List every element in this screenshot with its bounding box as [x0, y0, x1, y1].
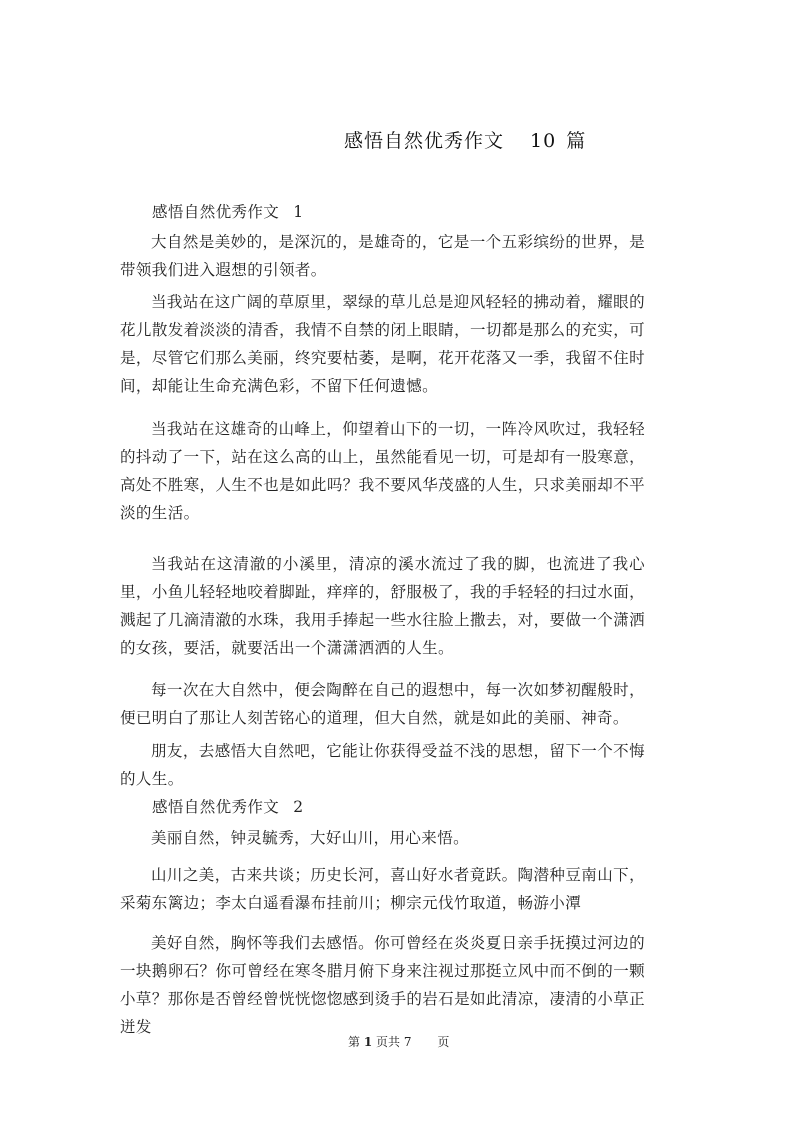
paragraph: 朋友，去感悟大自然吧，它能让你获得受益不浅的思想，留下一个不悔的人生。: [120, 742, 645, 788]
footer-page-suffix: 页: [437, 1035, 450, 1049]
paragraph: 美好自然，胸怀等我们去感悟。你可曾经在炎炎夏日亲手抚摸过河边的一块鹅卵石？你可曾经在寒冬腊月俯下身来注视过那挺立风中而不倒的一颗小草？那你是否曾经曾恍恍惚惚感到烫手的岩石是如此清凉，凄清的小草正迸发: [120, 934, 645, 1036]
document-title: [344, 126, 586, 153]
section-heading-2-number: 2: [293, 798, 304, 816]
paragraph: 当我站在这雄奇的山峰上，仰望着山下的一切，一阵冷风吹过，我轻轻的抖动了一下，站在这么高的山上，虽然能看见一切，可是却有一股寒意，高处不胜寒，人生不也是如此吗？我不要风华茂盛的人生，只求美丽却不平淡的生活。: [120, 420, 645, 522]
page-footer: [348, 1033, 449, 1050]
section-heading-1-number: 1: [293, 203, 304, 221]
section-heading-2: [152, 793, 303, 821]
paragraph: 美丽自然，钟灵毓秀，大好山川，用心来悟。: [151, 829, 470, 847]
paragraph: 大自然是美妙的，是深沉的，是雄奇的，它是一个五彩缤纷的世界，是带领我们进入遐想的引领者。: [120, 233, 645, 279]
paragraph: 当我站在这清澈的小溪里，清凉的溪水流过了我的脚，也流进了我心里，小鱼儿轻轻地咬着脚趾，痒痒的，舒服极了，我的手轻轻的扫过水面，溅起了几滴清澈的水珠，我用手捧起一些水往脸上撒去，对，要做一个潇洒的女孩，要活，就要活出一个潇潇洒洒的人生。: [120, 555, 645, 657]
section-heading-1: [152, 198, 303, 226]
paragraph: 山川之美，古来共谈；历史长河，喜山好水者竟跃。陶潜种豆南山下，采菊东篱边；李太白遥看瀑布挂前川；柳宗元伐竹取道，畅游小潭: [120, 866, 645, 912]
title-unit: 篇: [566, 130, 587, 152]
title-text: 感悟自然优秀作文: [344, 130, 505, 152]
footer-page-prefix: 第: [348, 1035, 361, 1049]
footer-page-total: 7: [403, 1035, 412, 1049]
paragraph: 每一次在大自然中，便会陶醉在自己的遐想中，每一次如梦初醒般时，便已明白了那让人刻苦铭心的道理，但大自然，就是如此的美丽、神奇。: [120, 681, 645, 727]
footer-page-number: 1: [363, 1035, 373, 1049]
paragraph: 当我站在这广阔的草原里，翠绿的草儿总是迎风轻轻的拂动着，耀眼的花儿散发着淡淡的清香，我情不自禁的闭上眼睛，一切都是那么的充实，可是，尽管它们那么美丽，终究要枯萎，是啊，花开花落又一季，我留不住时间，却能让生命充满色彩，不留下任何遗憾。: [120, 293, 645, 395]
title-number: 10: [530, 130, 557, 152]
section-heading-1-text: 感悟自然优秀作文: [152, 203, 280, 221]
footer-page-mid: 页共: [376, 1035, 401, 1049]
section-heading-2-text: 感悟自然优秀作文: [152, 798, 280, 816]
